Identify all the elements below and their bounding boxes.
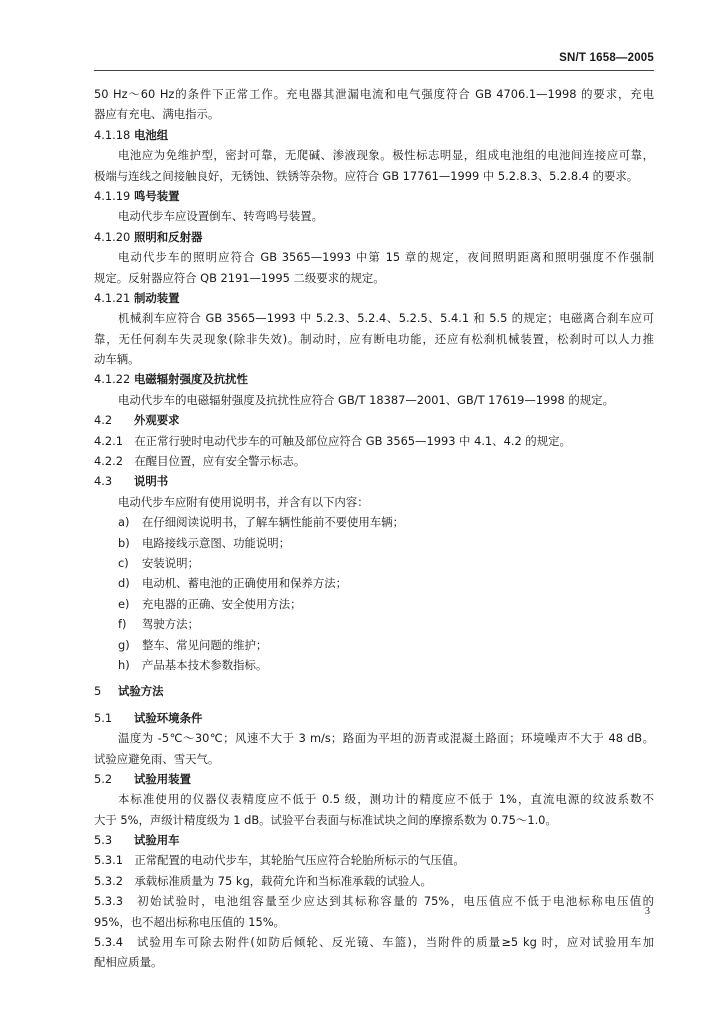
list-marker: b)	[118, 535, 130, 550]
text-line: 配相应质量。	[94, 955, 163, 970]
text-line: 靠，无任何刹车失灵现象(除非失效)。制动时，应有断电功能，还应有松刹机械装置，松刹时可以人力推	[94, 331, 654, 346]
list-item	[94, 553, 654, 573]
text-line: 极端与连线之间接触良好，无锈蚀、铁锈等杂物。应符合 GB 17761—1999 中 5.2.8.3、5.2.8.4 的要求。	[94, 168, 639, 183]
section-heading	[94, 410, 654, 430]
list-item	[94, 614, 654, 634]
text-line: 5.3.4 试验用车可除去附件(如防后倾轮、反光镜、车篮)，当附件的质量≥5 kg 时，应对试验用车加	[94, 935, 654, 950]
section-number: 5	[94, 684, 102, 699]
text-line: 4.2.2 在醒目位置，应有安全警示标志。	[94, 454, 306, 469]
paragraph	[94, 145, 654, 186]
list-marker: a)	[118, 515, 130, 530]
section-number: 5.2	[94, 771, 113, 786]
paragraph	[94, 932, 654, 973]
list-item-text: 驾驶方法；	[142, 617, 199, 632]
text-line: 电池应为免维护型，密封可靠，无爬碱、渗液现象。极性标志明显，组成电池组的电池间连接应可靠，	[118, 148, 654, 163]
section-heading	[94, 769, 654, 789]
section-title: 外观要求	[134, 413, 180, 428]
section-heading	[94, 681, 654, 701]
list-marker: c)	[118, 555, 129, 570]
text-line: 5.3.2 承载标准质量为 75 kg，载荷允许和当标准承载的试验人。	[94, 873, 432, 888]
section-title: 试验环境条件	[134, 710, 203, 725]
list-item-text: 在仔细阅读说明书，了解车辆性能前不要使用车辆；	[142, 515, 404, 530]
page-number: 3	[645, 906, 650, 917]
section-number: 5.3	[94, 833, 113, 848]
paragraph	[94, 390, 654, 410]
list-marker: h)	[118, 657, 130, 672]
section-number: 4.3	[94, 474, 113, 489]
text-line: 温度为 -5℃～30℃；风速不大于 3 m/s；路面为平坦的沥青或混凝土路面；环境噪声不大于 48 dB。	[118, 731, 654, 746]
list-item	[94, 655, 654, 675]
section-heading	[94, 186, 654, 206]
header-rule	[94, 70, 654, 71]
paragraph	[94, 431, 654, 451]
section-heading	[94, 830, 654, 850]
text-line: 电动代步车应设置倒车、转弯鸣号装置。	[118, 209, 324, 224]
standard-code-header: SN/T 1658—2005	[559, 52, 654, 64]
section-title: 试验方法	[118, 684, 164, 699]
paragraph	[94, 308, 654, 369]
text-line: 95%，也不超出标称电压值的 15%。	[94, 914, 285, 929]
section-title: 照明和反射器	[134, 229, 203, 244]
section-title: 制动装置	[134, 290, 180, 305]
text-line: 5.3.3 初始试验时，电池组容量至少应达到其标称容量的 75%，电压值应不低于电池标称电压值的	[94, 894, 654, 909]
section-title: 电池组	[134, 127, 169, 142]
list-marker: d)	[118, 576, 130, 591]
section-heading	[94, 471, 654, 491]
text-line: 电动代步车的电磁辐射强度及抗扰性应符合 GB/T 18387—2001、GB/T 17619—1998 的规定。	[118, 392, 614, 407]
section-number: 4.1.21	[94, 290, 131, 305]
section-number: 4.2	[94, 413, 113, 428]
list-item-text: 整车、常见问题的维护；	[142, 637, 268, 652]
paragraph	[94, 871, 654, 891]
section-number: 4.1.19	[94, 188, 131, 203]
section-title: 试验用车	[134, 833, 180, 848]
list-item-text: 电动机、蓄电池的正确使用和保养方法；	[142, 576, 348, 591]
text-line: 电动代步车应附有使用说明书，并含有以下内容：	[118, 494, 369, 509]
list-marker: g)	[118, 637, 130, 652]
text-line: 试验应避免雨、雪天气。	[94, 751, 220, 766]
section-title: 鸣号装置	[134, 188, 180, 203]
text-line: 动车辆。	[94, 352, 140, 367]
text-line: 器应有充电、满电指示。	[94, 107, 220, 122]
paragraph	[94, 850, 654, 870]
list-item	[94, 512, 654, 532]
list-marker: e)	[118, 596, 130, 611]
paragraph	[94, 451, 654, 471]
paragraph	[94, 492, 654, 512]
list-item-text: 电路接线示意图、功能说明；	[142, 535, 291, 550]
text-line: 50 Hz～60 Hz的条件下正常工作。充电器其泄漏电流和电气强度符合 GB 4706.1—1998 的要求，充电	[94, 87, 654, 101]
text-line: 5.3.1 正常配置的电动代步车，其轮胎气压应符合轮胎所标示的气压值。	[94, 853, 465, 868]
section-heading	[94, 227, 654, 247]
section-number: 4.1.20	[94, 229, 131, 244]
list-marker: f)	[118, 617, 127, 632]
list-item-text: 充电器的正确、安全使用方法；	[142, 596, 302, 611]
text-line: 本标准使用的仪器仪表精度应不低于 0.5 级，测功计的精度应不低于 1%，直流电源的纹波系数不	[118, 792, 654, 807]
list-item-text: 安装说明；	[142, 555, 199, 570]
section-heading	[94, 125, 654, 145]
text-line: 电动代步车的照明应符合 GB 3565—1993 中第 15 章的规定，夜间照明距离和照明强度不作强制	[118, 250, 654, 265]
text-line: 机械刹车应符合 GB 3565—1993 中 5.2.3、5.2.4、5.2.5、5.4.1 和 5.5 的规定；电磁离合刹车应可	[118, 311, 654, 326]
section-heading	[94, 708, 654, 728]
section-number: 4.1.22	[94, 372, 131, 387]
section-number: 4.1.18	[94, 127, 131, 142]
text-line: 4.2.1 在正常行驶时电动代步车的可触及部位应符合 GB 3565—1993 中 4.1、4.2 的规定。	[94, 433, 571, 448]
text-line: 规定。反射器应符合 QB 2191—1995 二级要求的规定。	[94, 270, 385, 285]
section-heading	[94, 369, 654, 389]
section-title: 说明书	[134, 474, 169, 489]
paragraph	[94, 789, 654, 830]
section-heading	[94, 288, 654, 308]
manual-contents-list	[94, 512, 654, 675]
section-title: 电磁辐射强度及抗扰性	[134, 372, 248, 387]
list-item-text: 产品基本技术参数指标。	[142, 657, 268, 672]
document-body	[94, 84, 654, 973]
paragraph	[94, 84, 654, 125]
paragraph	[94, 206, 654, 226]
paragraph	[94, 728, 654, 769]
list-item	[94, 635, 654, 655]
list-item	[94, 573, 654, 593]
section-number: 5.1	[94, 710, 113, 725]
paragraph	[94, 247, 654, 288]
list-item	[94, 533, 654, 553]
list-item	[94, 594, 654, 614]
text-line: 大于 5%，声级计精度级为 1 dB。试验平台表面与标准试块之间的摩擦系数为 0.75～1.0。	[94, 812, 557, 827]
paragraph	[94, 891, 654, 932]
section-title: 试验用装置	[134, 771, 191, 786]
